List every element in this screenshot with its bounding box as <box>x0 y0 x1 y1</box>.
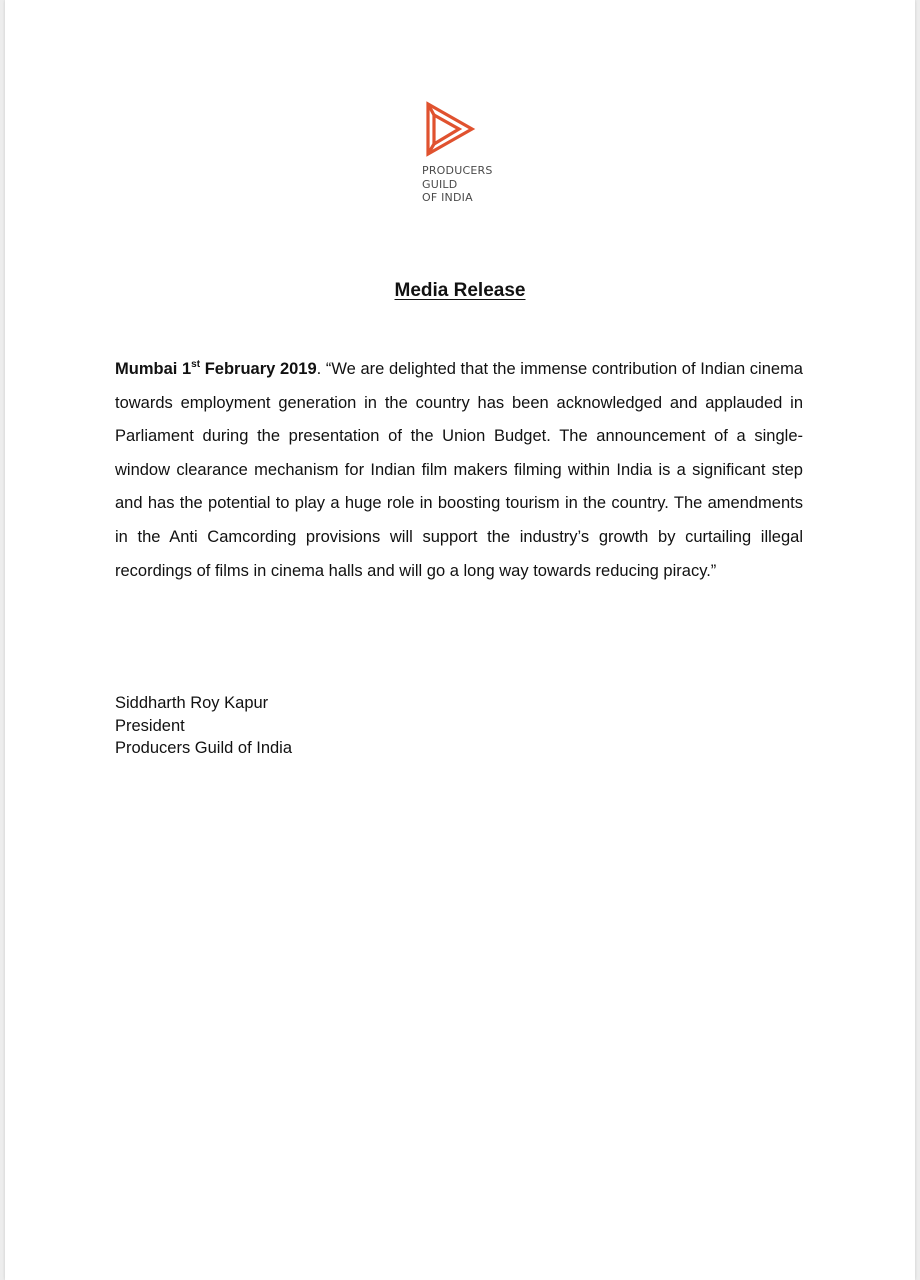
signatory-title: President <box>115 716 185 735</box>
release-paragraph <box>115 353 803 588</box>
release-location: Mumbai 1 <box>115 360 192 378</box>
signatory-organization: Producers Guild of India <box>115 739 293 757</box>
page-title: Media Release <box>394 280 526 301</box>
logo-line-3: OF INDIA <box>422 191 473 204</box>
release-location-date <box>115 360 317 378</box>
document-page <box>5 0 915 1280</box>
logo-line-2: GUILD <box>422 177 458 191</box>
logo-wordmark <box>422 164 493 205</box>
release-date: February 2019 <box>200 360 317 378</box>
producers-guild-logo <box>420 100 530 210</box>
logo-line-1: PRODUCERS <box>422 164 493 177</box>
signatory-name: Siddharth Roy Kapur <box>115 694 269 712</box>
play-triangle-logo-icon <box>420 100 476 160</box>
date-ordinal-suffix: st <box>191 359 201 370</box>
signature-block <box>115 692 292 760</box>
release-quote: . “We are delighted that the immense contribution of Indian cinema towards employment generation in the country has been acknowledged and applauded in Parliament during the presentation of the Union Budget. The announcement of a single-window clearance mechanism for Indian film makers filming within India is a significant step and has the potential to play a huge role in boosting tourism in the country. The amendments in the Anti Camcording provisions will support the industry’s growth by curtailing illegal recordings of films in cinema halls and will go a long way towards reducing piracy.” <box>115 360 803 580</box>
